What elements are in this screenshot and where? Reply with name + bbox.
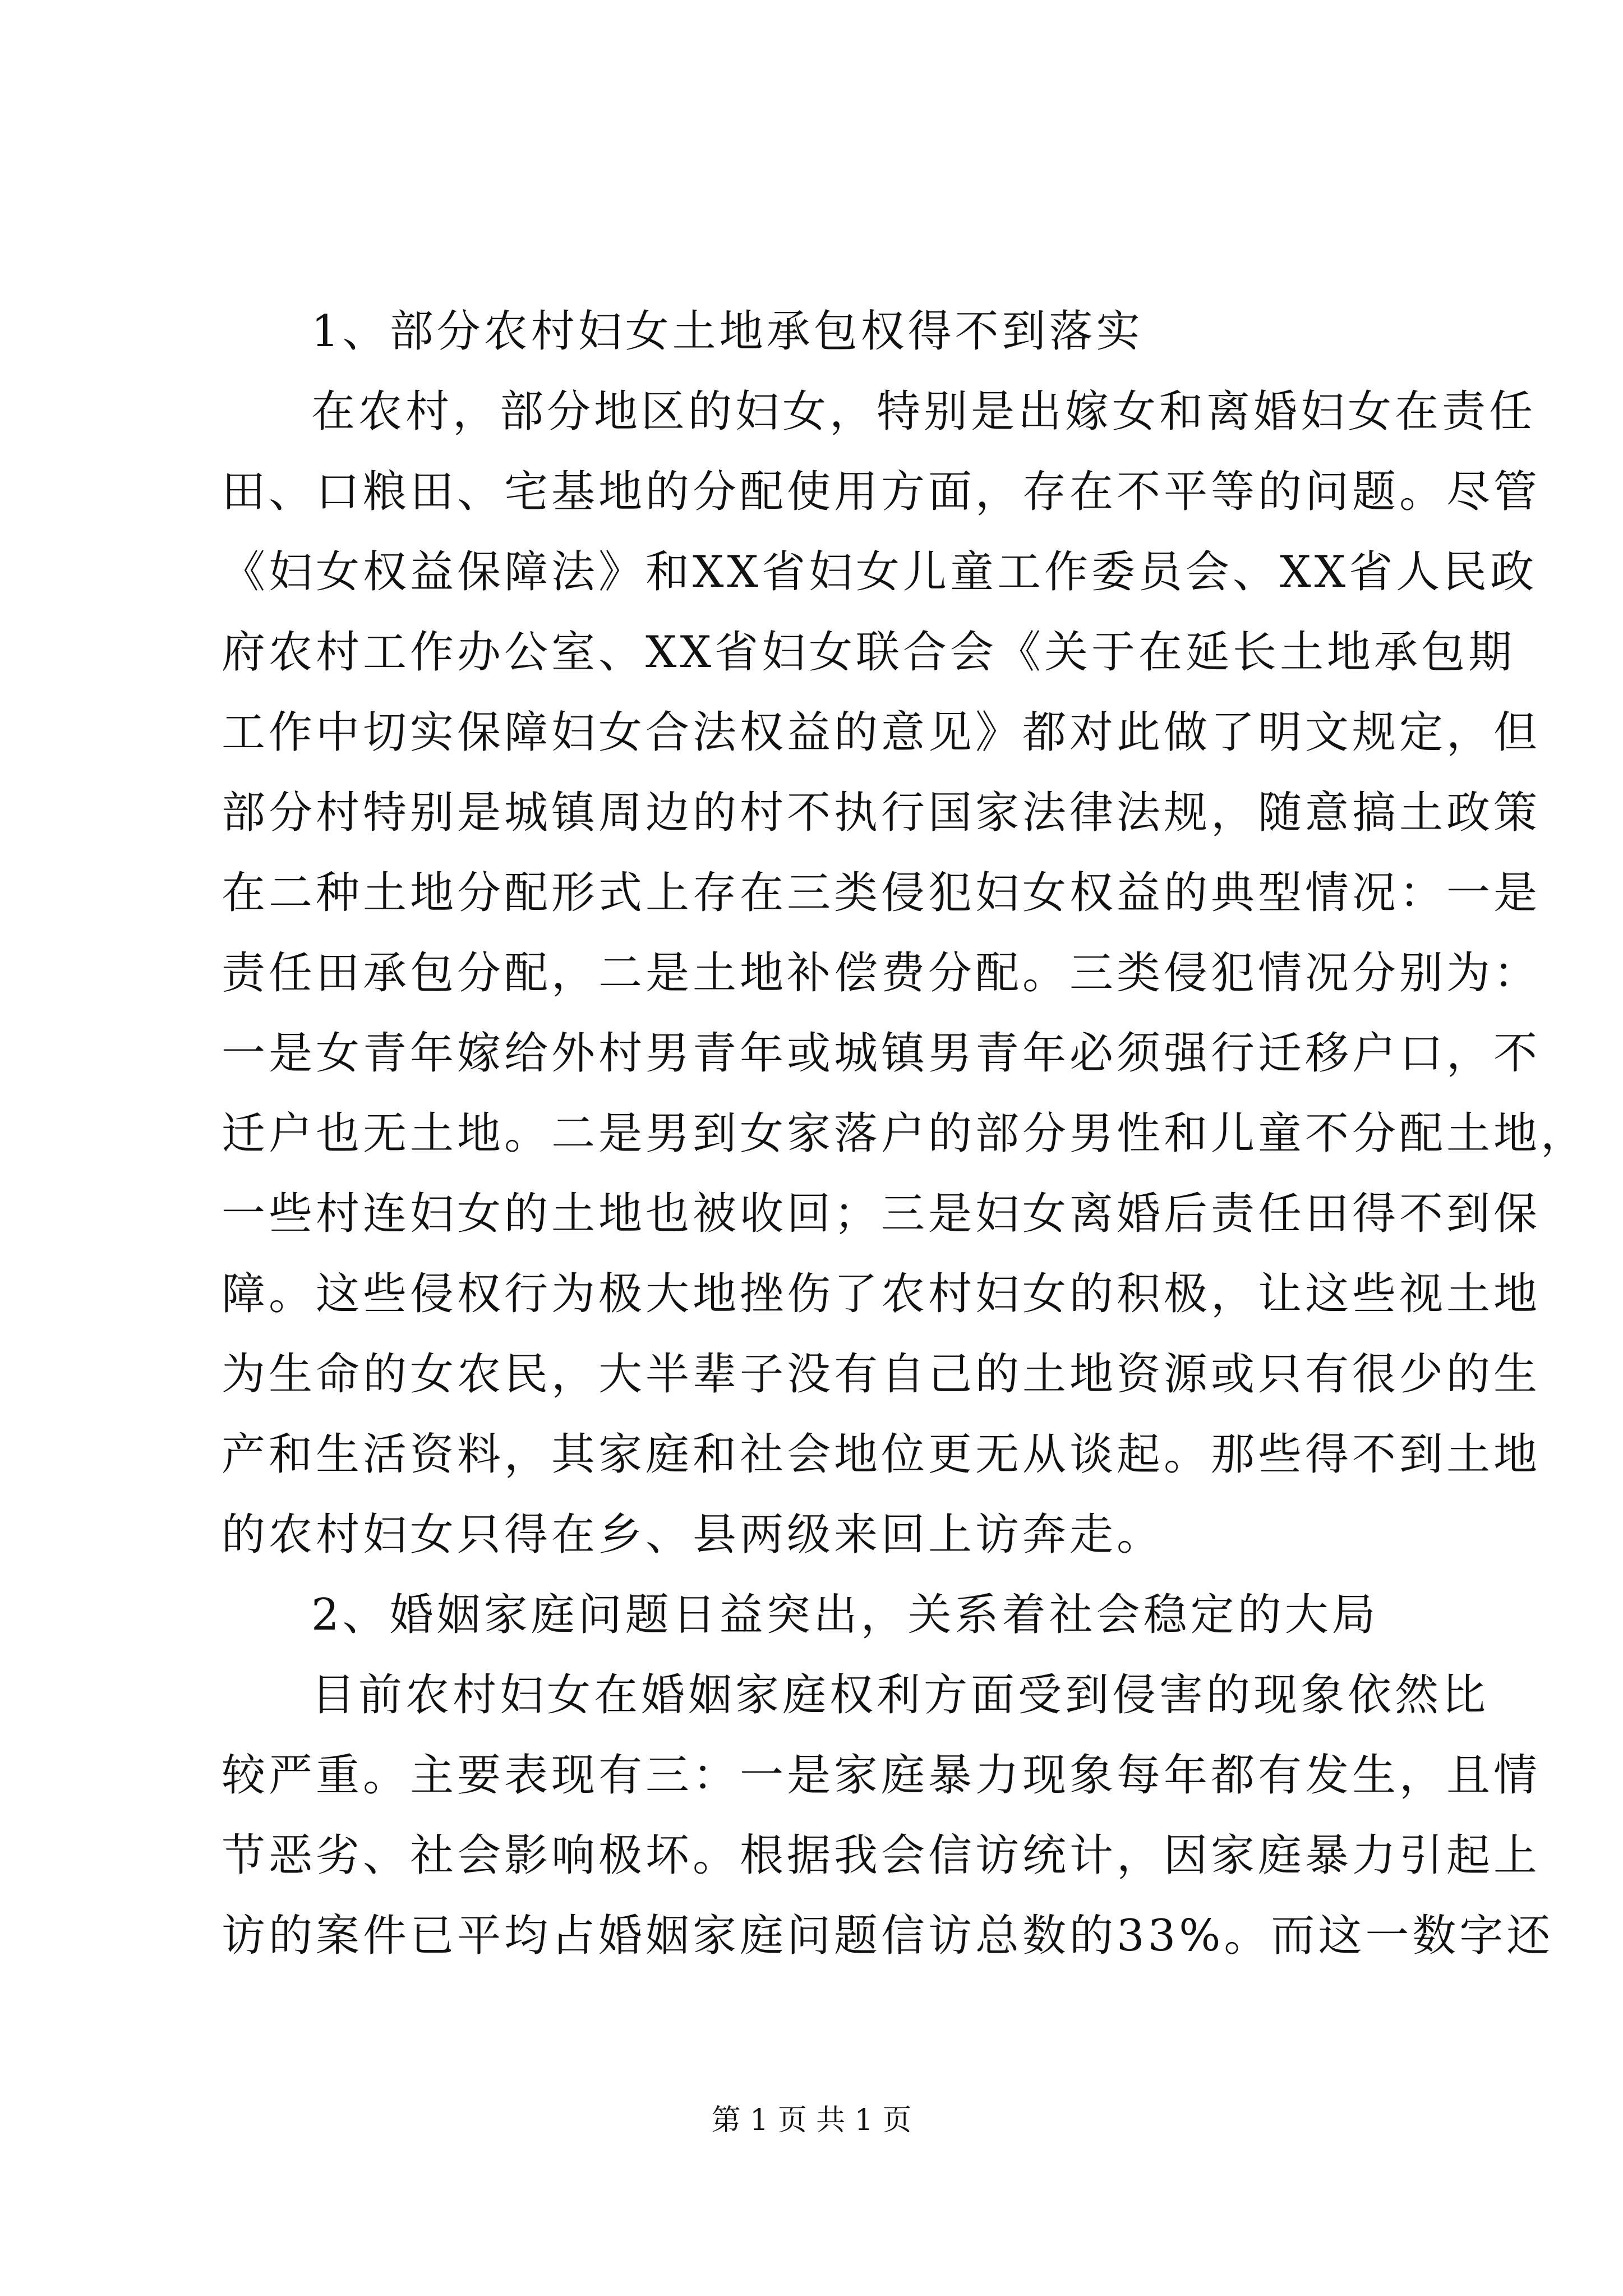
section-heading-2: 2、婚姻家庭问题日益突出，关系着社会稳定的大局 bbox=[311, 1590, 1379, 1640]
paragraph-line: 《妇女权益保障法》和XX省妇女儿童工作委员会、XX省人民政 bbox=[222, 547, 1538, 597]
paragraph-line: 目前农村妇女在婚姻家庭权利方面受到侵害的现象依然比 bbox=[311, 1670, 1490, 1720]
paragraph-line: 产和生活资料，其家庭和社会地位更无从谈起。那些得不到土地 bbox=[222, 1429, 1541, 1480]
paragraph-line: 为生命的女农民，大半辈子没有自己的土地资源或只有很少的生 bbox=[222, 1349, 1541, 1400]
paragraph-line: 在二种土地分配形式上存在三类侵犯妇女权益的典型情况：一是 bbox=[222, 868, 1541, 918]
paragraph-line: 迁户也无土地。二是男到女家落户的部分男性和儿童不分配土地， bbox=[222, 1108, 1588, 1159]
section-heading-1: 1、部分农村妇女土地承包权得不到落实 bbox=[311, 306, 1144, 357]
paragraph-line: 府农村工作办公室、XX省妇女联合会《关于在延长土地承包期 bbox=[222, 627, 1516, 678]
document-body bbox=[222, 292, 1588, 1976]
paragraph-line: 一是女青年嫁给外村男青年或城镇男青年必须强行迁移户口，不 bbox=[222, 1028, 1541, 1079]
paragraph-line: 部分村特别是城镇周边的村不执行国家法律法规，随意搞土政策 bbox=[222, 788, 1541, 838]
paragraph-line: 节恶劣、社会影响极坏。根据我会信访统计，因家庭暴力引起上 bbox=[222, 1830, 1541, 1881]
paragraph-line: 工作中切实保障妇女合法权益的意见》都对此做了明文规定，但 bbox=[222, 707, 1541, 758]
paragraph-line: 障。这些侵权行为极大地挫伤了农村妇女的积极，让这些视土地 bbox=[222, 1269, 1541, 1319]
paragraph-line: 较严重。主要表现有三：一是家庭暴力现象每年都有发生，且情 bbox=[222, 1750, 1541, 1801]
paragraph-line: 田、口粮田、宅基地的分配使用方面，存在不平等的问题。尽管 bbox=[222, 467, 1541, 517]
paragraph-line: 在农村，部分地区的妇女，特别是出嫁女和离婚妇女在责任 bbox=[311, 386, 1537, 437]
paragraph-line: 一些村连妇女的土地也被收回；三是妇女离婚后责任田得不到保 bbox=[222, 1189, 1541, 1239]
paragraph-line: 责任田承包分配，二是土地补偿费分配。三类侵犯情况分别为： bbox=[222, 948, 1541, 999]
page-number-footer: 第 1 页 共 1 页 bbox=[711, 2104, 912, 2137]
paragraph-line: 的农村妇女只得在乡、县两级来回上访奔走。 bbox=[222, 1510, 1164, 1560]
paragraph-line: 访的案件已平均占婚姻家庭问题信访总数的33%。而这一数字还 bbox=[222, 1911, 1554, 1961]
